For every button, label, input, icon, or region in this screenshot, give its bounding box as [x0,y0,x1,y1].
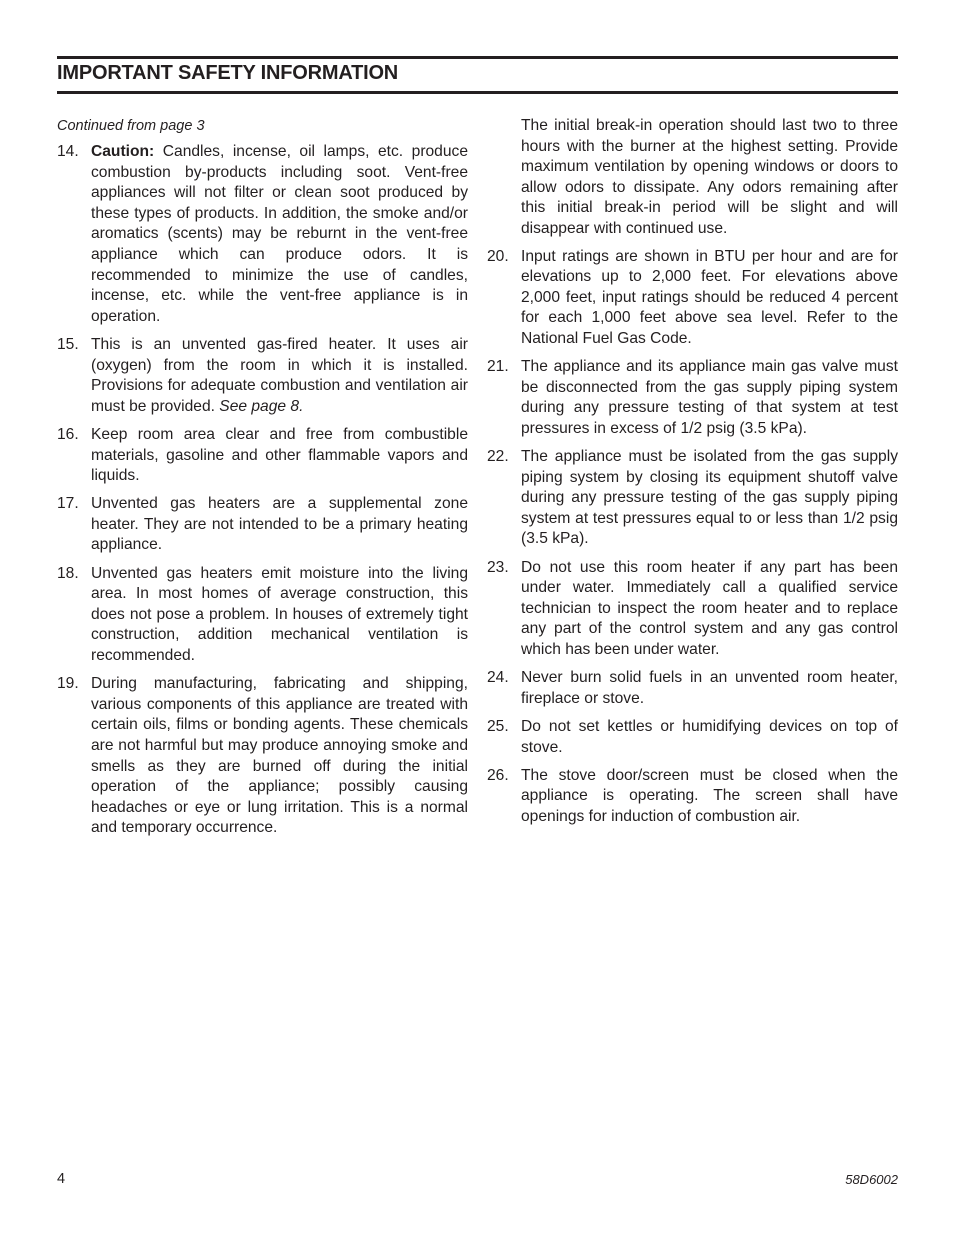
list-item-16 [57,425,468,487]
item-number: 25. [487,718,509,735]
item-text: Do not use this room heater if any part has been under water. Immediately call a qualified service technician to inspect the room heater and to replace any part of the control system and any gas control which has been under water. [521,558,898,659]
item-text: The appliance and its appliance main gas valve must be disconnected from the gas supply piping system during any pressure testing of that system at test pressures in excess of 1/2 psig (3.5 kPa). [521,358,898,437]
continued-note: Continued from page 3 [57,118,205,134]
caution-text: Candles, incense, oil lamps, etc. produce combustion by-products including soot. Vent-free appliances will not filter or clean soot produced by these types of products. In addition, the smoke and/or aromatics (scents) may be reburnt in the vent-free appliance which can produce odors. It is recommended to minimize the use of candles, incense, etc. while the vent-free appliance is in operation. [91,143,468,325]
item-number: 16. [57,425,79,443]
item-text: During manufacturing, fabricating and shipping, various components of this appliance are treated with certain oils, films or bonding agents. These chemicals are not harmful but may produce annoying smoke and smells as they are burned off during the initial operation of the appliance; possibly causing headaches or eye or lung irritation. This is a normal and temporary occurrence. [91,675,468,837]
list-item-15 [57,335,468,417]
header-rule-top [57,56,898,59]
item-text: Unvented gas heaters are a supplemental zone heater. They are not intended to be a primary heating appliance. [91,495,468,554]
document-code: 58D6002 [845,1172,898,1187]
page-reference: See page 8. [219,397,304,415]
item-text [91,142,468,327]
item-text: Unvented gas heaters emit moisture into the living area. In most homes of average construction, this does not pose a problem. In houses of extremely tight construction, addition mechanical ventilation is recommended. [91,564,468,665]
page-number: 4 [57,1171,66,1187]
item-text: The stove door/screen must be closed when the appliance is operating. The screen shall have openings for induction of combustion air. [521,766,898,825]
item-number: 22. [487,448,509,466]
list-item-20 [487,247,898,350]
item-number: 24. [487,669,509,687]
list-item-24 [487,668,898,709]
item-15-body: This is an unvented gas-fired heater. It uses air (oxygen) from the room in which it is installed. Provisions for adequate combustion and ventilation air must be provided. [91,335,468,415]
item-number: 21. [487,358,509,376]
item-text [91,335,468,417]
item-number: 18. [57,564,79,582]
left-column [57,116,468,847]
list-item-18 [57,564,468,667]
list-item-23 [487,558,898,661]
caution-label: Caution: [91,143,155,160]
item-number: 26. [487,766,509,784]
item-text: Do not set kettles or humidifying devices on top of stove. [521,718,898,756]
item-number: 14. [57,143,79,160]
item-text: Input ratings are shown in BTU per hour and are for elevations up to 2,000 feet. For elevations above 2,000 feet, input ratings should be reduced 4 percent for each 1,000 feet above sea level. Refer to the National Fuel Gas Code. [521,247,898,347]
list-item-14 [57,142,468,327]
item-number: 15. [57,335,79,353]
item-number: 20. [487,247,509,265]
item-number: 23. [487,558,509,576]
list-item-25 [487,717,898,758]
list-item-17 [57,494,468,556]
list-item-26 [487,766,898,828]
item-text: Never burn solid fuels in an unvented room heater, fireplace or stove. [521,669,898,707]
list-item-22 [487,447,898,550]
list-item-21 [487,357,898,439]
item-19-continuation: The initial break-in operation should last two to three hours with the burner at the highest setting. Provide maximum ventilation by opening windows or doors to allow odors to dissipate. Any odors remaining after this initial break-in period will be slight and will disappear with continued use. [521,117,898,237]
item-text: The appliance must be isolated from the gas supply piping system by closing its equipment shutoff valve during any pressure testing of the gas supply piping system at test pressures equal to or less than 1/2 psig (3.5 kPa). [521,448,898,548]
item-number: 17. [57,495,79,513]
item-text: Keep room area clear and free from combustible materials, gasoline and other flammable vapors and liquids. [91,425,468,485]
header-rule-bottom [57,91,898,94]
right-column [487,116,898,835]
list-item-19 [57,674,468,839]
page-title: IMPORTANT SAFETY INFORMATION [57,62,399,84]
item-number: 19. [57,675,79,693]
